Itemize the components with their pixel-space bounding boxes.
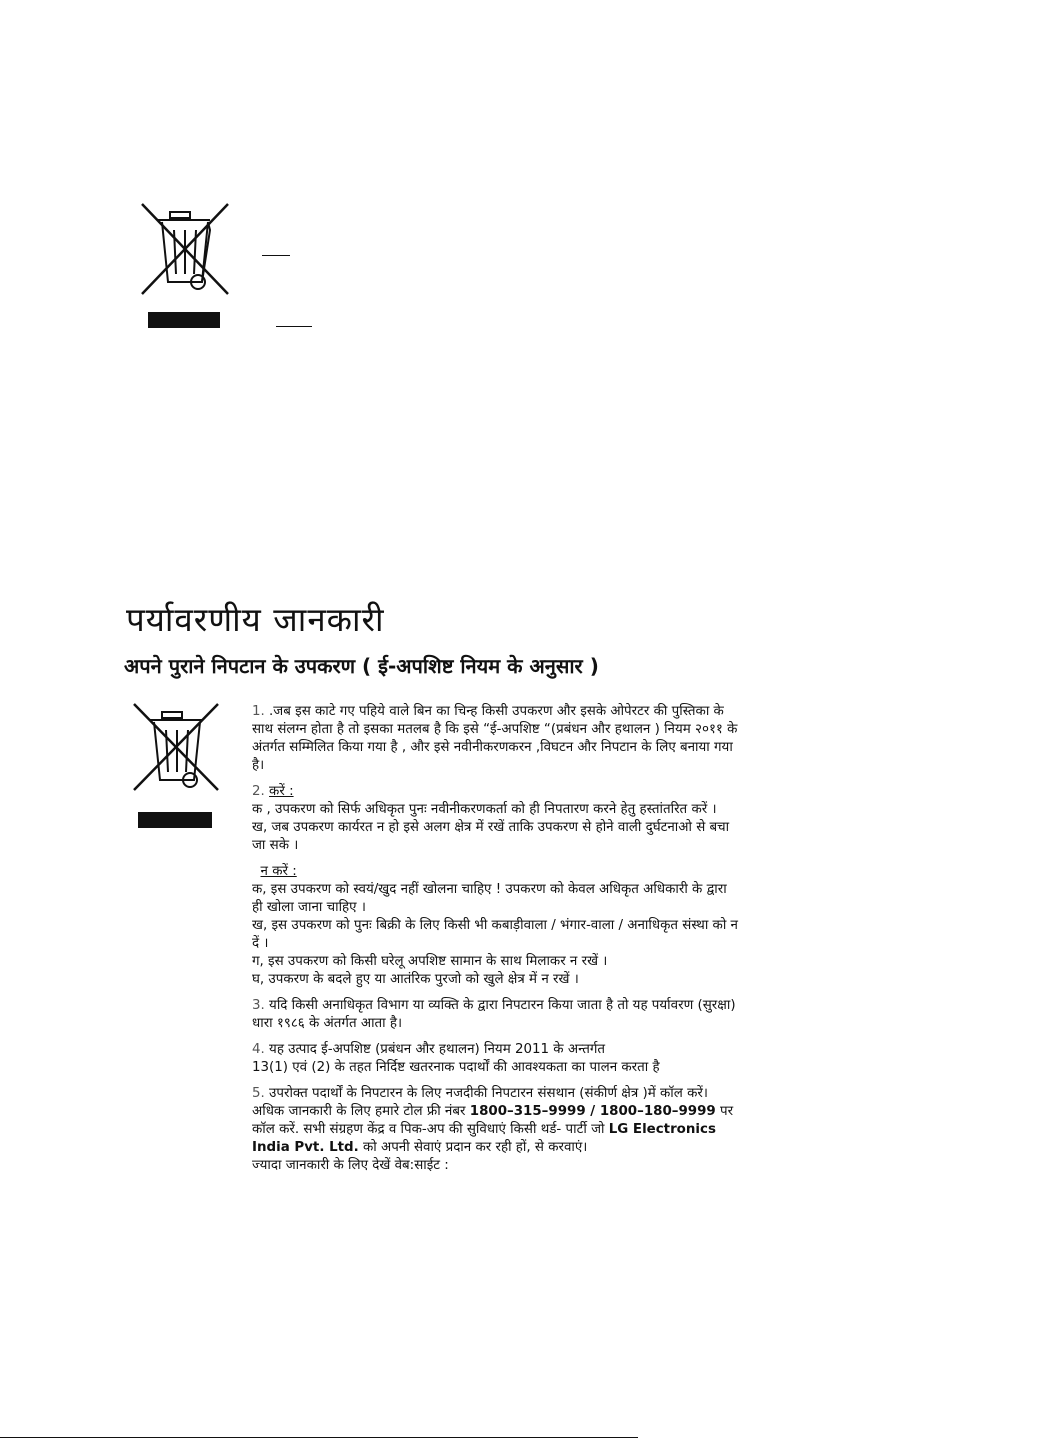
paragraph-5 [252,1085,738,1175]
paragraph-5-text-c: को अपनी सेवाएं प्रदान कर रही हों, से करवाएं। [362,1140,588,1155]
dont-item-2: ख, इस उपकरण को पुनः बिक्री के लिए किसी भी कबाड़ीवाला / भंगार-वाला / अनाधिकृत संस्था को न दें । [252,918,738,951]
blank-underline-2 [276,326,312,327]
dont-item-1: क, इस उपकरण को स्वयं/खुद नहीं खोलना चाहिए ! उपकरण को केवल अधिकृत अधिकारी के द्वारा ही खोला जाना चाहिए । [252,882,727,915]
do-item-1: क , उपकरण को सिर्फ अधिकृत पुनः नवीनीकरणकर्ता को ही निपतारण करने हेतु हस्तांतरित करें । [252,802,717,817]
dont-item-4: घ, उपकरण के बदले हुए या आतंरिक पुरजो को खुले क्षेत्र में न रखें । [252,972,579,987]
page-title: पर्यावरणीय जानकारी [126,600,385,639]
do-item-2: ख, जब उपकरण कार्यरत न हो इसे अलग क्षेत्र में रखें ताकि उपकरण से होने वाली दुर्घटनाओ से बचा जा सके । [252,820,730,853]
weee-bin-icon [132,702,220,794]
footer-rule [0,1437,638,1438]
dont-heading: न करें : [260,864,297,879]
paragraph-4 [252,1041,738,1077]
page-subtitle: अपने पुराने निपटान के उपकरण ( ई-अपशिष्ट नियम के अनुसार ) [124,654,599,678]
website-line: ज्यादा जानकारी के लिए देखें वेब:साईट : [252,1158,449,1173]
item-number-1: 1. [252,704,265,719]
paragraph-4-text-b: 13(1) एवं (2) के तहत निर्दिष्ट खतरनाक पदार्थों की आवश्यकता का पालन करता है [252,1060,660,1075]
company-name: LG Electronics India Pvt. Ltd. [252,1122,716,1155]
toll-free-numbers: 1800–315–9999 / 1800–180–9999 [469,1104,716,1119]
dont-section [252,863,738,989]
paragraph-1-text: .जब इस काटे गए पहिये वाले बिन का चिन्ह किसी उपकरण और इसके ओपेरटर की पुस्तिका के साथ संलग्न होता है तो इसका मतलब है कि इसे “ई-अपशिष्ट “(प्रबंधन और हथालन ) नियम २०११ के अंतर्गत सम्मिलित किया गया है , और इसे नवीनीकरणकरन ,विघटन और निपटान के लिए बनाया गया है। [252,704,738,773]
paragraph-3-text: यदि किसी अनाधिकृत विभाग या व्यक्ति के द्वारा निपटारन किया जाता है तो यह पर्यावरण (सुरक्षा) धारा १९८६ के अंतर्गत आता है। [252,998,736,1031]
paragraph-4-text-a: यह उत्पाद ई-अपशिष्ट (प्रबंधन और हथालन) नियम 2011 के अन्तर्गत [269,1042,605,1057]
paragraph-5-text-a: उपरोक्त पदार्थों के निपटारन के लिए नजदीकी निपटारन संसथान (संकीर्ण क्षेत्र )में कॉल करें। अधिक जानकारी के लिए हमारे टोल फ्री नंबर [252,1086,708,1119]
paragraph-5-text-b: पर कॉल करें. सभी संग्रहण केंद्र व पिक-अप की सुविधाएं किसी थर्ड- पार्टी जो [252,1104,734,1137]
item-number-3: 3. [252,998,265,1013]
paragraph-1 [252,703,738,775]
content-column [252,703,738,1175]
dont-item-3: ग, इस उपकरण को किसी घरेलू अपशिष्ट सामान के साथ मिलाकर न रखें । [252,954,608,969]
weee-bin-icon-top [140,202,232,298]
item-number-5: 5. [252,1086,265,1101]
item-number-2: 2. [252,784,265,799]
weee-black-bar-top [148,312,220,328]
paragraph-3 [252,997,738,1033]
paragraph-2 [252,783,738,855]
weee-black-bar [138,812,212,828]
do-heading: करें : [269,784,294,799]
blank-underline-1 [262,255,290,256]
item-number-4: 4. [252,1042,265,1057]
